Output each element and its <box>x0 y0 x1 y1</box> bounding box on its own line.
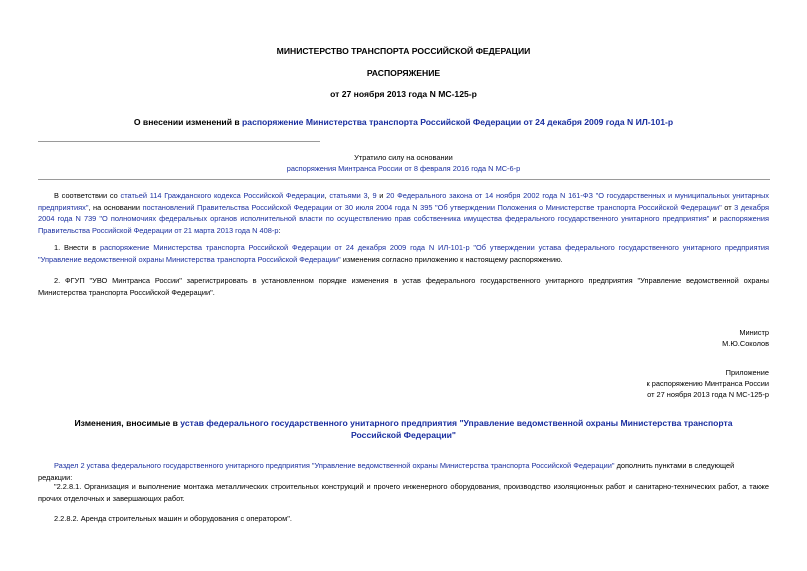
charter-link[interactable]: устав федерального государственного унитарного предприятия "Управление ведомственной охраны Министерства транспорта Российской Федерации" <box>180 418 733 440</box>
changes-intro-text: дополнить пунктами в следующей редакции: <box>38 461 735 482</box>
preamble-text: В соответствии со <box>54 191 121 200</box>
appendix-label: Приложение <box>725 368 769 377</box>
preamble-text: : <box>278 225 281 235</box>
changes-title <box>70 417 737 441</box>
preamble-text: от <box>721 202 735 212</box>
clause-2-2-8-2: 2.2.8.2. Аренда строительных машин и оборудования с оператором". <box>54 514 292 523</box>
order-408-link[interactable]: распоряжения Правительства Российской Федерации от 21 марта 2013 года N 408-р <box>38 214 769 235</box>
appendix-reference: к распоряжению Минтранса России <box>646 379 769 388</box>
law-article-3-link[interactable]: статьями 3 <box>329 191 368 200</box>
item-2-paragraph: 2. ФГУП "УВО Минтранса России" зарегистрировать в установленном порядке изменения в устав федерального государственного унитарного предприятия "Управление ведомственной охраны Министерства транспорта Российской Федерации". <box>38 276 769 297</box>
changes-title-prefix: Изменения, вносимые в <box>74 418 181 428</box>
preamble-text: и <box>376 191 387 200</box>
preamble-text: , <box>367 191 373 200</box>
document-title <box>0 117 807 127</box>
item-1-paragraph <box>38 242 769 265</box>
ministry-heading: МИНИСТЕРСТВО ТРАНСПОРТА РОССИЙСКОЙ ФЕДЕРАЦИИ <box>276 46 531 56</box>
decree-395-link[interactable]: постановлений Правительства Российской Федерации от 30 июля 2004 года N 395 "Об утверждении Положения о Министерстве транспорта Российской Федерации" <box>142 202 722 212</box>
changes-intro <box>38 460 769 483</box>
law-article-9-link[interactable]: 9 <box>372 191 377 200</box>
status-rule-bottom <box>38 179 770 180</box>
decree-739-link[interactable]: 3 декабря 2004 года N 739 "О полномочиях федеральных органов исполнительной власти по осуществлению прав собственника имущества федерального государственного унитарного предприятия" <box>38 202 769 223</box>
status-repeal-link[interactable]: распоряжения Минтранса России от 8 февраля 2016 года N МС-6-р <box>286 164 521 173</box>
signature-name: М.Ю.Соколов <box>722 339 769 348</box>
document-date-number: от 27 ноября 2013 года N МС-125-р <box>330 89 477 99</box>
status-rule-top <box>38 141 320 142</box>
preamble-text: и <box>709 214 720 223</box>
preamble-text: , <box>324 191 330 200</box>
document-type: РАСПОРЯЖЕНИЕ <box>366 68 441 78</box>
signature-position: Министр <box>739 328 769 337</box>
item-1-text: 1. Внести в <box>54 243 100 252</box>
status-label: Утратило силу на основании <box>354 153 453 162</box>
title-link[interactable]: распоряжение Министерства транспорта Российской Федерации от 24 декабря 2009 года N ИЛ-101-р <box>242 117 674 127</box>
item-1-text: изменения согласно приложению к настоящему распоряжению. <box>340 254 563 264</box>
section-2-link[interactable]: Раздел 2 устава федерального государственного унитарного предприятия "Управление ведомственной охраны Министерства транспорта Российской Федерации" <box>54 461 615 470</box>
federal-law-161-link[interactable]: 20 Федерального закона от 14 ноября 2002 года N 161-ФЗ "О государственных и муниципальных унитарных предприятиях" <box>38 191 769 212</box>
appendix-date-number: от 27 ноября 2013 года N МС-125-р <box>647 390 769 399</box>
order-il-101-link[interactable]: распоряжение Министерства транспорта Российской Федерации от 24 декабря 2009 года N ИЛ-101-р "Об утверждении устава федерального государственного унитарного предприятия "Управление ведомственной охраны Министерства транспорта Российской Федерации" <box>38 243 769 264</box>
clause-2-2-8-1: "2.2.8.1. Организация и выполнение монтажа металлических строительных конструкций и прочего инженерного оборудования, производство изоляционных работ и санитарно-технических работ, а также прочих отделочных и завершающих работ. <box>38 482 769 503</box>
preamble-text: , на основании <box>88 202 143 212</box>
preamble-paragraph <box>38 190 769 236</box>
civil-code-link[interactable]: статьей 114 Гражданского кодекса Российской Федерации <box>120 191 325 200</box>
title-prefix: О внесении изменений в <box>133 117 243 127</box>
